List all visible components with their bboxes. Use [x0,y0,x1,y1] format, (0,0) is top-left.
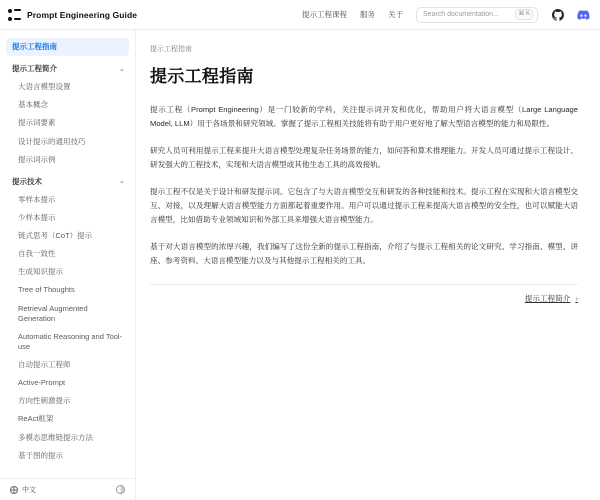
sidebar-item-multimodal-cot[interactable]: 多模态思维链提示方法 [18,432,93,442]
search-shortcut-badge: ⌘ K [515,9,533,20]
main-content [136,30,600,500]
sidebar-item-llm-settings[interactable]: 大语言模型设置 [18,82,71,92]
sidebar-item-elements[interactable]: 提示词要素 [18,118,56,128]
globe-icon [10,486,18,494]
top-header [0,0,600,30]
sidebar-item-directional-stimulus[interactable]: 方向性刺激提示 [18,396,71,406]
sidebar-item-self-consistency[interactable]: 自我一致性 [18,249,56,259]
nav-services[interactable]: 服务 [360,10,375,19]
search-box[interactable] [416,7,538,23]
sidebar-footer [0,478,135,500]
chevron-down-icon: ⌄ [119,65,125,73]
sidebar-group-label: 提示技术 [12,176,42,186]
paragraph-2: 研究人员可利用提示工程来提升大语言模型处理复杂任务场景的能力，如问答和算术推理能力。开发人员可通过提示工程设计、研发强大的工程技术，实现和大语言模型或其他生态工具的高效接轨。 [150,146,578,170]
github-icon[interactable] [551,8,564,21]
chevron-right-icon: › [575,294,578,304]
sidebar [0,30,136,500]
sidebar-scroll[interactable] [0,30,135,478]
sidebar-item-zero-shot[interactable]: 零样本提示 [18,194,56,204]
sidebar-item-active-prompt[interactable]: Active-Prompt [18,378,66,388]
body [0,30,600,500]
sidebar-item-generated-knowledge[interactable]: 生成知识提示 [18,267,63,277]
sidebar-item-few-shot[interactable]: 少样本提示 [18,212,56,222]
sidebar-group-intro[interactable] [0,56,135,78]
discord-icon[interactable] [577,8,590,21]
breadcrumb: 提示工程指南 [150,46,192,53]
page-title: 提示工程指南 [150,67,254,86]
chevron-down-icon: ⌄ [119,178,125,186]
sidebar-item-react[interactable]: ReAct框架 [18,414,54,424]
sidebar-group-techniques[interactable] [0,169,135,191]
paragraph-3: 提示工程不仅是关于设计和研发提示词。它包含了与大语言模型交互和研发的各种技能和技术。提示工程在实现和大语言模型交互、对接，以及理解大语言模型能力方面都起着重要作用。用户可以通过提示工程来提高大语言模型的安全性，也可以赋能大语言模型，比如借助专业领域知识和外部工具来增强大语言模型能力。 [150,187,578,225]
logo-icon [8,8,22,22]
theme-toggle-icon[interactable] [116,485,125,494]
pager [150,293,578,304]
sidebar-group-label: 提示工程简介 [12,64,57,74]
paragraph-1: 提示工程（Prompt Engineering）是一门较新的学科，关注提示词开发和优化，帮助用户将大语言模型（Large Language Model, LLM）用于各场景和研究领域。掌握了提示工程相关技能将有助于用户更好地了解大型语言模型的能力和局限性。 [150,105,578,129]
sidebar-item-cot[interactable]: 链式思考（CoT）提示 [18,231,93,240]
nav-course[interactable]: 提示工程课程 [302,10,347,19]
header-nav [302,7,590,23]
content-divider [150,284,578,285]
sidebar-item-label: 提示工程指南 [12,42,57,51]
brand-title: Prompt Engineering Guide [27,9,138,20]
paragraph-4: 基于对大语言模型的浓厚兴趣，我们编写了这份全新的提示工程指南，介绍了与提示工程相关的论文研究、学习指南、模型、讲座、参考资料、大语言模型能力以及与其他提示工程相关的工具。 [150,242,578,266]
sidebar-item-art[interactable]: Automatic Reasoning and Tool-use [18,331,123,351]
sidebar-item-rag[interactable]: Retrieval Augmented Generation [18,303,88,323]
next-page-label: 提示工程简介 [524,294,571,304]
sidebar-item-basics[interactable]: 基本概念 [18,100,48,110]
search-input[interactable]: Search documentation... [423,11,499,18]
language-selector[interactable]: 中文 [22,486,36,494]
brand[interactable] [8,8,137,22]
sidebar-item-tips[interactable]: 设计提示的通用技巧 [18,136,86,146]
next-page-link[interactable] [525,293,578,304]
sidebar-item-tot[interactable]: Tree of Thoughts [18,285,75,295]
sidebar-item-examples[interactable]: 提示词示例 [18,154,56,164]
nav-about[interactable]: 关于 [388,10,403,19]
sidebar-item-ape[interactable]: 自动提示工程师 [18,360,71,369]
sidebar-item-guide[interactable] [6,38,129,56]
sidebar-item-graph-prompting[interactable]: 基于图的提示 [18,450,63,460]
